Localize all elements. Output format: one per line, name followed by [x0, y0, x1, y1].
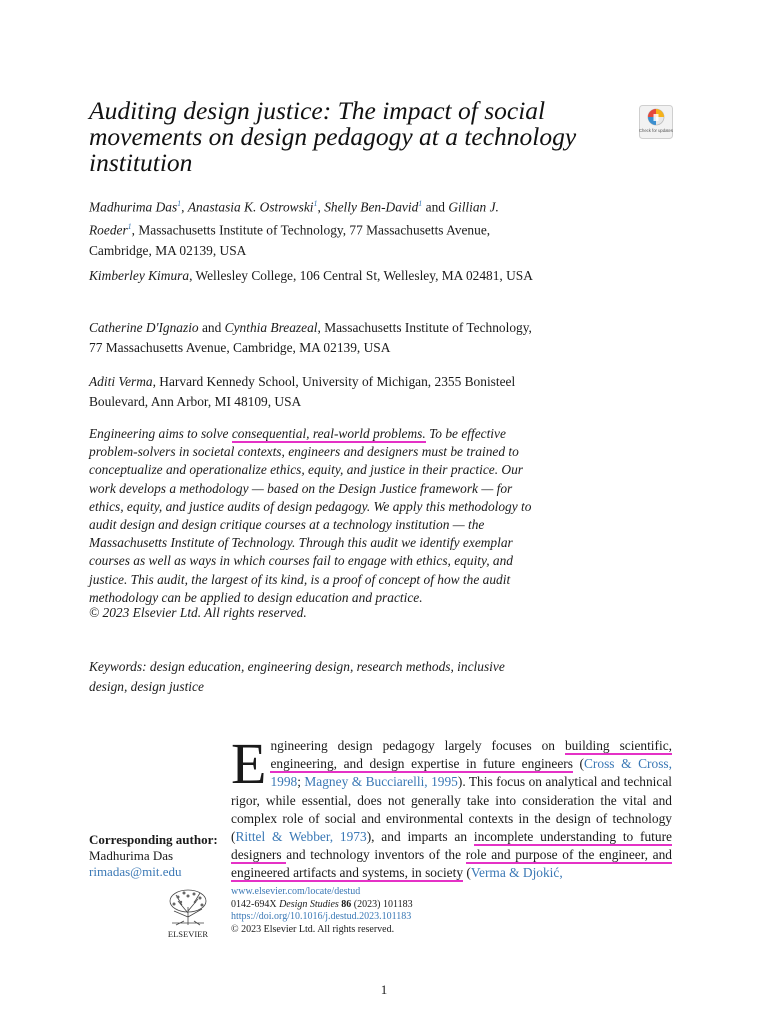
text-run: , Wellesley College, 106 Central St, Wellesley, MA 02481, USA: [189, 268, 533, 283]
text-run: and technology inventors of the: [286, 847, 466, 863]
author-name: Madhurima Das: [89, 199, 178, 215]
corresponding-author-email[interactable]: rimadas@mit.edu: [89, 864, 182, 879]
text-run: and: [422, 199, 449, 215]
affiliation-1: [89, 194, 539, 261]
journal-name: Design Studies: [279, 898, 339, 910]
text-run: ), and imparts an: [366, 829, 474, 845]
footer-copyright: © 2023 Elsevier Ltd. All rights reserved.: [231, 923, 395, 935]
author-name: Aditi Verma: [89, 374, 153, 389]
highlighted-text: role and purpose of the engineer, and engineered artifacts and systems, in society: [231, 847, 672, 881]
text-run: (: [572, 756, 584, 772]
citation-link[interactable]: Magney & Bucciarelli, 1995: [304, 774, 458, 790]
affiliation-2: [89, 266, 539, 286]
journal-citation: [231, 899, 413, 912]
author-name: Kimberley Kimura: [89, 268, 190, 283]
paper-title: Auditing design justice: The impact of social movements on design pedagogy at a technology institution: [89, 96, 577, 177]
affiliation-marker[interactable]: 1: [418, 199, 423, 208]
author-name: Catherine D'Ignazio: [89, 320, 199, 335]
highlighted-text: consequential, real-world problems.: [231, 426, 426, 441]
highlighted-text: incomplete understanding to future designers: [231, 829, 673, 863]
journal-volume: 86: [341, 898, 352, 910]
text-run: ;: [297, 774, 305, 790]
keywords: Keywords: design education, engineering design, research methods, inclusive design, design justice: [89, 659, 505, 694]
issn: 0142-694X: [231, 898, 280, 910]
author-name: Gillian J. Roeder: [89, 199, 499, 238]
corresponding-author-label: Corresponding author:: [89, 832, 218, 847]
corresponding-author-name: Madhurima Das: [89, 848, 174, 863]
journal-issue: (2023) 101183: [351, 898, 413, 910]
body-paragraph: [231, 731, 673, 883]
publication-info: [231, 886, 413, 936]
text-run: , Harvard Kennedy School, University of Michigan, 2355 Bonisteel Boulevard, Ann Arbor, MI 48109, USA: [89, 374, 516, 409]
text-run: ngineering design pedagogy largely focuses on: [270, 738, 565, 753]
elsevier-logo-text: ELSEVIER: [167, 929, 209, 939]
author-name: Shelly Ben-David: [324, 199, 419, 215]
body-text: [231, 731, 673, 882]
affiliation-marker[interactable]: 1: [177, 199, 182, 208]
check-for-updates-badge[interactable]: [639, 105, 673, 139]
affiliation-4: [89, 372, 539, 412]
text-run: ,: [317, 199, 325, 215]
affiliation-marker[interactable]: 1: [313, 199, 318, 208]
text-run: , Massachusetts Institute of Technology, 77 Massachusetts Avenue, Cambridge, MA 02139, USA: [89, 320, 532, 355]
affiliation-3: [89, 318, 539, 358]
elsevier-logo: [164, 887, 212, 939]
author-name: Anastasia K. Ostrowski: [187, 199, 314, 215]
citation-link[interactable]: Verma & Djokić,: [470, 865, 563, 881]
abstract-copyright: © 2023 Elsevier Ltd. All rights reserved.: [89, 605, 307, 620]
text-run: To be effective problem-solvers in societal contexts, engineers and designers must be trained to conceptualize and operationalize ethics, equity, and justice in their practice. Our work develops a methodology — based on the Design Justice framework — for ethics, equity, and justice audits of design pedagogy. We apply this methodology to audit design and design critique courses at a technology institution — the Massachusetts Institute of Technology. Through this audit we identify exemplar courses as well as ways in which courses fail to engage with ethics, equity, and justice. This audit, the largest of its kind, is a proof of concept of how the audit methodology can be applied to design education and practice.: [89, 426, 532, 605]
corresponding-author: [89, 832, 229, 880]
highlighted-text: building scientific, engineering, and design expertise in future engineers: [270, 738, 672, 772]
text-run: ,: [181, 199, 188, 215]
text-run: ). This focus on analytical and technical rigor, while essential, does not generally take into consideration the vital and complex role of social and environmental contexts in the design of technology (: [231, 774, 672, 845]
text-run: Engineering aims to solve: [89, 426, 232, 441]
text-run: , Massachusetts Institute of Technology, 77 Massachusetts Avenue, Cambridge, MA 02139, USA: [89, 222, 491, 258]
author-name: Cynthia Breazeal: [224, 320, 318, 335]
page-number: 1: [380, 982, 388, 997]
citation-link[interactable]: Cross & Cross, 1998: [270, 756, 672, 790]
elsevier-tree-icon: [164, 887, 212, 939]
crossmark-icon: [639, 105, 673, 139]
doi-link[interactable]: https://doi.org/10.1016/j.destud.2023.101183: [231, 911, 412, 922]
affiliation-marker[interactable]: 1: [127, 222, 132, 232]
journal-url[interactable]: www.elsevier.com/locate/destud: [231, 886, 361, 897]
text-run: and: [198, 320, 225, 335]
drop-cap: E: [231, 731, 267, 796]
citation-link[interactable]: Rittel & Webber, 1973: [235, 829, 367, 845]
crossmark-label: Check for updates: [639, 128, 673, 133]
text-run: (: [463, 865, 471, 881]
abstract: [89, 425, 539, 607]
